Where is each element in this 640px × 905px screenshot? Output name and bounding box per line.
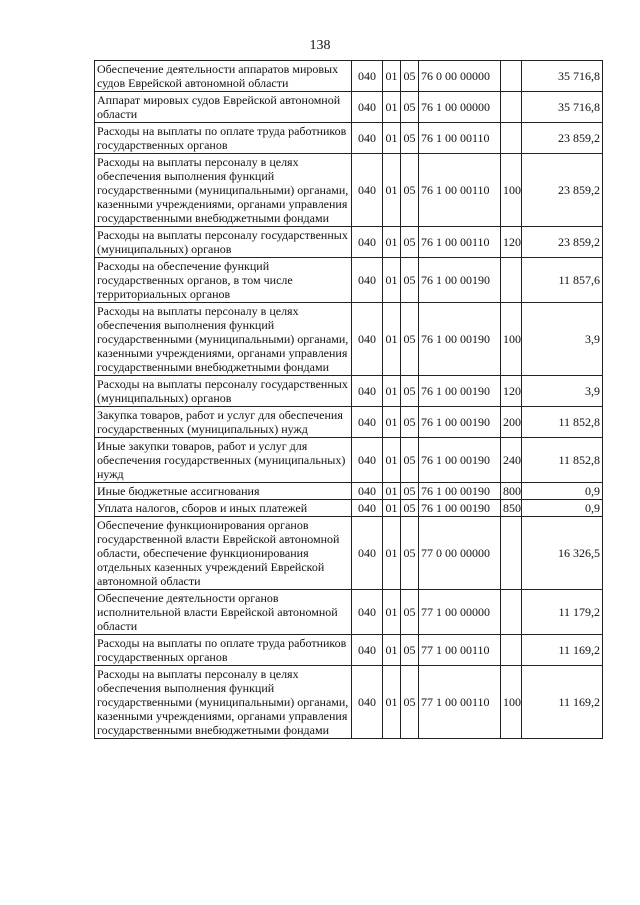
row-target-code: 76 0 00 00000 [419,61,501,92]
row-name: Иные закупки товаров, работ и услуг для обеспечения государственных (муниципальных) нужд [95,438,352,483]
row-ministry-code: 040 [352,483,383,500]
row-name: Аппарат мировых судов Еврейской автономной области [95,92,352,123]
table-row [95,635,603,666]
row-ministry-code: 040 [352,376,383,407]
row-subsection-code: 05 [401,258,419,303]
row-ministry-code: 040 [352,438,383,483]
row-name: Иные бюджетные ассигнования [95,483,352,500]
row-target-code: 77 1 00 00110 [419,666,501,739]
table-row [95,123,603,154]
row-name: Расходы на выплаты персоналу в целях обеспечения выполнения функций государственными (муниципальными) органами, казенными учреждениями, органами управления государственными внебюджетными фондами [95,666,352,739]
row-expense-type-code [501,635,522,666]
row-section-code: 01 [383,517,401,590]
table-row [95,258,603,303]
row-amount: 3,9 [522,303,603,376]
row-subsection-code: 05 [401,635,419,666]
row-section-code: 01 [383,376,401,407]
row-ministry-code: 040 [352,154,383,227]
row-target-code: 76 1 00 00190 [419,407,501,438]
row-expense-type-code: 850 [501,500,522,517]
row-section-code: 01 [383,666,401,739]
table-row [95,376,603,407]
row-target-code: 76 1 00 00190 [419,303,501,376]
table-row [95,303,603,376]
row-section-code: 01 [383,407,401,438]
row-amount: 11 852,8 [522,407,603,438]
row-target-code: 76 1 00 00110 [419,154,501,227]
budget-table [94,60,603,739]
row-expense-type-code: 100 [501,303,522,376]
row-amount: 3,9 [522,376,603,407]
row-section-code: 01 [383,438,401,483]
row-ministry-code: 040 [352,227,383,258]
budget-table-body [95,61,603,739]
row-subsection-code: 05 [401,500,419,517]
row-expense-type-code [501,92,522,123]
row-amount: 11 169,2 [522,635,603,666]
row-subsection-code: 05 [401,483,419,500]
row-amount: 16 326,5 [522,517,603,590]
table-row [95,500,603,517]
row-target-code: 76 1 00 00110 [419,123,501,154]
row-subsection-code: 05 [401,92,419,123]
row-expense-type-code [501,123,522,154]
row-subsection-code: 05 [401,154,419,227]
row-subsection-code: 05 [401,438,419,483]
row-section-code: 01 [383,92,401,123]
row-ministry-code: 040 [352,500,383,517]
row-name: Расходы на выплаты персоналу государственных (муниципальных) органов [95,227,352,258]
row-section-code: 01 [383,61,401,92]
row-name: Закупка товаров, работ и услуг для обеспечения государственных (муниципальных) нужд [95,407,352,438]
row-ministry-code: 040 [352,123,383,154]
row-ministry-code: 040 [352,590,383,635]
row-expense-type-code: 100 [501,154,522,227]
row-section-code: 01 [383,258,401,303]
row-subsection-code: 05 [401,666,419,739]
row-subsection-code: 05 [401,303,419,376]
row-amount: 23 859,2 [522,227,603,258]
row-subsection-code: 05 [401,407,419,438]
row-target-code: 77 1 00 00000 [419,590,501,635]
table-row [95,590,603,635]
page-number: 138 [309,38,331,53]
row-amount: 11 857,6 [522,258,603,303]
row-target-code: 76 1 00 00190 [419,500,501,517]
row-section-code: 01 [383,227,401,258]
row-ministry-code: 040 [352,303,383,376]
row-subsection-code: 05 [401,61,419,92]
table-row [95,154,603,227]
row-target-code: 76 1 00 00000 [419,92,501,123]
row-subsection-code: 05 [401,517,419,590]
row-section-code: 01 [383,635,401,666]
table-row [95,227,603,258]
row-section-code: 01 [383,590,401,635]
row-amount: 23 859,2 [522,154,603,227]
row-target-code: 76 1 00 00190 [419,438,501,483]
row-section-code: 01 [383,500,401,517]
table-row [95,407,603,438]
row-expense-type-code: 200 [501,407,522,438]
row-amount: 0,9 [522,500,603,517]
row-target-code: 77 0 00 00000 [419,517,501,590]
row-name: Расходы на выплаты персоналу государственных (муниципальных) органов [95,376,352,407]
row-subsection-code: 05 [401,227,419,258]
row-amount: 35 716,8 [522,92,603,123]
row-name: Расходы на выплаты по оплате труда работников государственных органов [95,635,352,666]
row-amount: 23 859,2 [522,123,603,154]
row-amount: 11 852,8 [522,438,603,483]
row-ministry-code: 040 [352,635,383,666]
row-section-code: 01 [383,303,401,376]
row-ministry-code: 040 [352,258,383,303]
table-row [95,666,603,739]
row-ministry-code: 040 [352,92,383,123]
row-expense-type-code: 100 [501,666,522,739]
row-expense-type-code: 120 [501,376,522,407]
row-name: Расходы на обеспечение функций государственных органов, в том числе территориальных органов [95,258,352,303]
row-expense-type-code [501,61,522,92]
row-expense-type-code: 800 [501,483,522,500]
table-row [95,517,603,590]
row-amount: 11 179,2 [522,590,603,635]
row-name: Расходы на выплаты по оплате труда работников государственных органов [95,123,352,154]
row-section-code: 01 [383,154,401,227]
row-amount: 11 169,2 [522,666,603,739]
row-expense-type-code [501,258,522,303]
row-ministry-code: 040 [352,61,383,92]
row-ministry-code: 040 [352,517,383,590]
row-section-code: 01 [383,123,401,154]
row-name: Обеспечение деятельности аппаратов мировых судов Еврейской автономной области [95,61,352,92]
row-subsection-code: 05 [401,376,419,407]
row-amount: 35 716,8 [522,61,603,92]
row-expense-type-code: 240 [501,438,522,483]
row-expense-type-code [501,590,522,635]
table-row [95,61,603,92]
row-target-code: 76 1 00 00190 [419,258,501,303]
row-name: Уплата налогов, сборов и иных платежей [95,500,352,517]
table-row [95,483,603,500]
table-row [95,92,603,123]
row-amount: 0,9 [522,483,603,500]
row-target-code: 76 1 00 00190 [419,483,501,500]
row-ministry-code: 040 [352,407,383,438]
row-ministry-code: 040 [352,666,383,739]
row-target-code: 76 1 00 00190 [419,376,501,407]
row-target-code: 77 1 00 00110 [419,635,501,666]
table-row [95,438,603,483]
row-target-code: 76 1 00 00110 [419,227,501,258]
row-name: Расходы на выплаты персоналу в целях обеспечения выполнения функций государственными (муниципальными) органами, казенными учреждениями, органами управления государственными внебюджетными фондами [95,303,352,376]
row-section-code: 01 [383,483,401,500]
row-expense-type-code: 120 [501,227,522,258]
row-name: Обеспечение функционирования органов государственной власти Еврейской автономной области, обеспечение функционирования отдельных казенных учреждений Еврейской автономной области [95,517,352,590]
row-name: Расходы на выплаты персоналу в целях обеспечения выполнения функций государственными (муниципальными) органами, казенными учреждениями, органами управления государственными внебюджетными фондами [95,154,352,227]
row-name: Обеспечение деятельности органов исполнительной власти Еврейской автономной области [95,590,352,635]
row-subsection-code: 05 [401,590,419,635]
row-expense-type-code [501,517,522,590]
row-subsection-code: 05 [401,123,419,154]
